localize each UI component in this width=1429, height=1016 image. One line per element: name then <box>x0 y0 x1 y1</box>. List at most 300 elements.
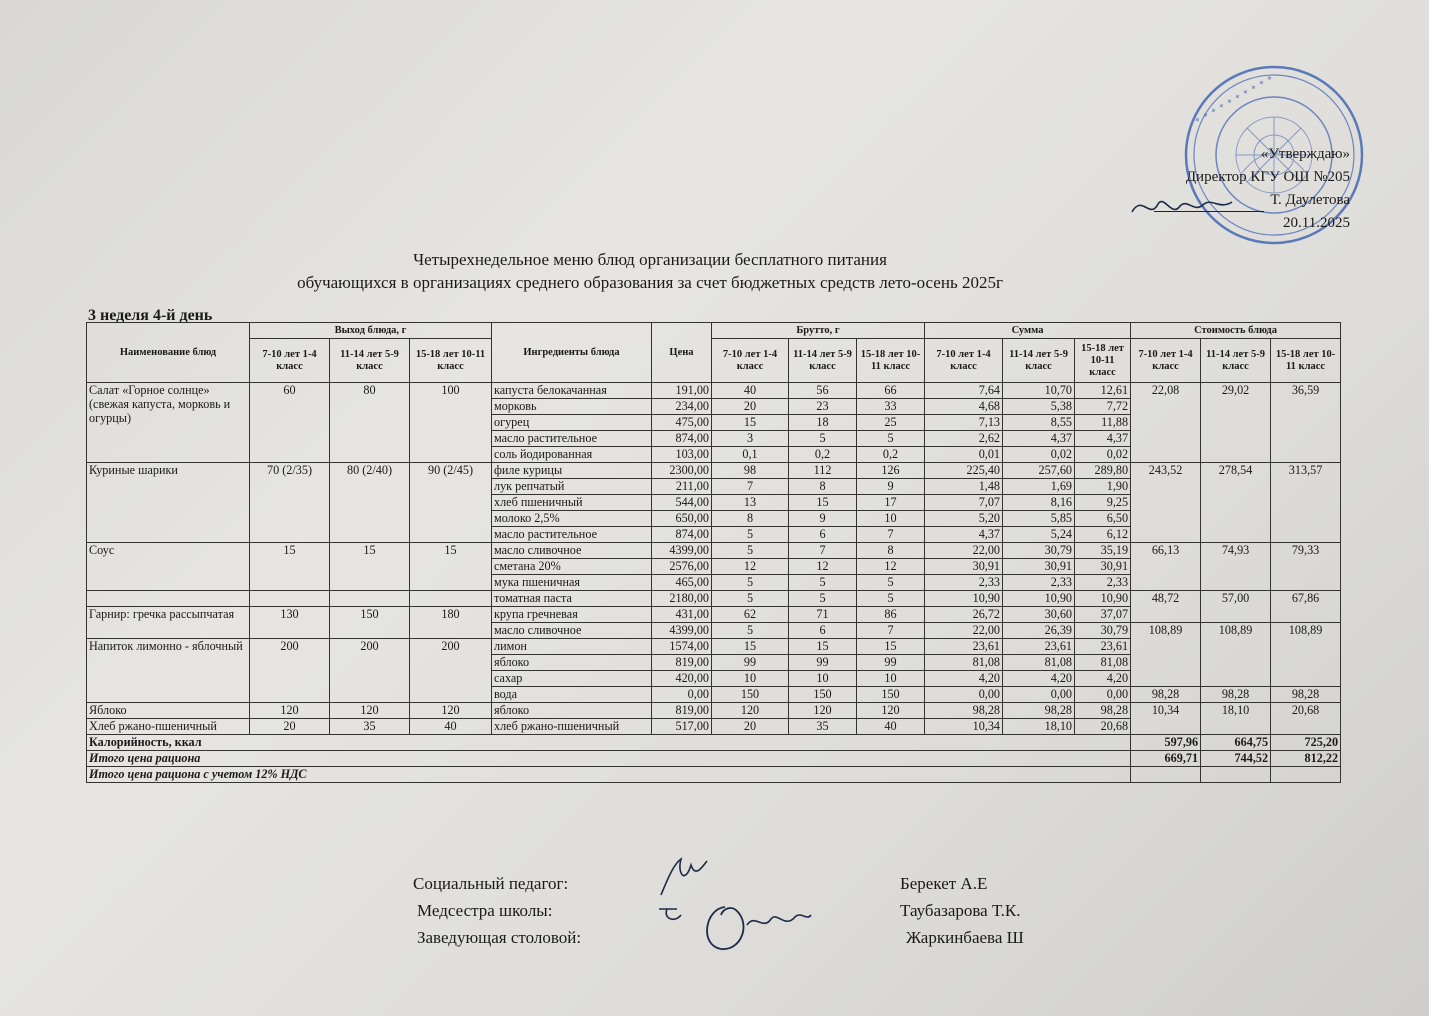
brutto-cell: 5 <box>857 591 925 607</box>
dish-name-cell <box>87 591 250 607</box>
dish-cost-cell <box>1131 719 1201 735</box>
dish-yield-cell: 40 <box>410 719 492 735</box>
brutto-cell: 126 <box>857 463 925 479</box>
sum-cell: 2,62 <box>925 431 1003 447</box>
dish-cost-cell <box>1201 527 1271 543</box>
brutto-cell: 99 <box>712 655 789 671</box>
sum-cell: 12,61 <box>1075 383 1131 399</box>
price-cell: 874,00 <box>652 527 712 543</box>
sum-cell: 0,00 <box>1003 687 1075 703</box>
dish-cost-cell: 66,13 <box>1131 543 1201 559</box>
calories-g1: 597,96 <box>1131 735 1201 751</box>
brutto-cell: 66 <box>857 383 925 399</box>
dish-cost-cell <box>1201 431 1271 447</box>
sum-cell: 23,61 <box>1003 639 1075 655</box>
brutto-cell: 0,2 <box>789 447 857 463</box>
brutto-cell: 40 <box>712 383 789 399</box>
ingredient-cell: молоко 2,5% <box>492 511 652 527</box>
dish-cost-cell: 108,89 <box>1201 623 1271 639</box>
brutto-cell: 7 <box>712 479 789 495</box>
dish-cost-cell: 74,93 <box>1201 543 1271 559</box>
ingredient-cell: масло растительное <box>492 527 652 543</box>
sum-cell: 0,00 <box>1075 687 1131 703</box>
ingredient-cell: хлеб пшеничный <box>492 495 652 511</box>
brutto-cell: 15 <box>857 639 925 655</box>
brutto-cell: 8 <box>712 511 789 527</box>
ingredient-cell: масло сливочное <box>492 543 652 559</box>
dish-cost-cell: 10,34 <box>1131 703 1201 719</box>
dish-cost-cell: 108,89 <box>1131 623 1201 639</box>
header-sum: Сумма <box>925 323 1131 339</box>
table-row <box>87 607 1341 623</box>
brutto-cell: 150 <box>712 687 789 703</box>
brutto-cell: 86 <box>857 607 925 623</box>
brutto-cell: 120 <box>712 703 789 719</box>
price-cell: 4399,00 <box>652 543 712 559</box>
price-cell: 1574,00 <box>652 639 712 655</box>
sum-cell: 1,48 <box>925 479 1003 495</box>
brutto-cell: 10 <box>857 511 925 527</box>
dish-cost-cell: 98,28 <box>1201 687 1271 703</box>
brutto-cell: 15 <box>712 415 789 431</box>
dish-yield-cell <box>330 591 410 607</box>
dish-cost-cell <box>1271 415 1341 431</box>
dish-yield-cell <box>250 591 330 607</box>
header-yield-g3: 15-18 лет 10-11 класс <box>410 339 492 383</box>
header-dish: Наименование блюд <box>87 323 250 383</box>
ingredient-cell: морковь <box>492 399 652 415</box>
sum-cell: 22,00 <box>925 623 1003 639</box>
brutto-cell: 35 <box>789 719 857 735</box>
sum-cell: 10,90 <box>1075 591 1131 607</box>
sum-cell: 257,60 <box>1003 463 1075 479</box>
sum-cell: 81,08 <box>1075 655 1131 671</box>
sum-cell: 2,33 <box>1075 575 1131 591</box>
vat-label: Итого цена рациона с учетом 12% НДС <box>87 767 1131 783</box>
dish-cost-cell <box>1271 479 1341 495</box>
dish-cost-cell <box>1131 607 1201 623</box>
dish-cost-cell <box>1271 655 1341 671</box>
dish-yield-cell: 20 <box>250 719 330 735</box>
brutto-cell: 5 <box>712 623 789 639</box>
header-cost: Стоимость блюда <box>1131 323 1341 339</box>
dish-yield-cell: 200 <box>330 639 410 703</box>
brutto-cell: 9 <box>789 511 857 527</box>
dish-yield-cell: 180 <box>410 607 492 639</box>
sum-cell: 98,28 <box>1075 703 1131 719</box>
sum-cell: 4,37 <box>1003 431 1075 447</box>
sum-cell: 30,60 <box>1003 607 1075 623</box>
dish-cost-cell <box>1271 431 1341 447</box>
signer-role: Медсестра школы: <box>417 901 553 920</box>
approval-line3: Т. Даулетова <box>1270 192 1350 208</box>
brutto-cell: 18 <box>789 415 857 431</box>
sum-cell: 10,90 <box>925 591 1003 607</box>
sum-cell: 18,10 <box>1003 719 1075 735</box>
social-pedagogue-signature <box>655 855 715 900</box>
dish-cost-cell: 36,59 <box>1271 383 1341 399</box>
brutto-cell: 6 <box>789 527 857 543</box>
price-cell: 2180,00 <box>652 591 712 607</box>
brutto-cell: 15 <box>789 495 857 511</box>
dish-name-cell: Соус <box>87 543 250 591</box>
dish-cost-cell <box>1271 511 1341 527</box>
brutto-cell: 12 <box>857 559 925 575</box>
sum-cell: 7,13 <box>925 415 1003 431</box>
price-cell: 431,00 <box>652 607 712 623</box>
sum-cell: 289,80 <box>1075 463 1131 479</box>
sum-cell: 5,20 <box>925 511 1003 527</box>
dish-cost-cell <box>1271 559 1341 575</box>
dish-cost-cell: 22,08 <box>1131 383 1201 399</box>
dish-cost-cell: 57,00 <box>1201 591 1271 607</box>
sum-cell: 4,37 <box>925 527 1003 543</box>
signer-role: Заведующая столовой: <box>417 928 582 947</box>
dish-yield-cell: 200 <box>410 639 492 703</box>
menu-body <box>87 383 1341 735</box>
header-row-2 <box>87 339 1341 383</box>
header-brutto: Брутто, г <box>712 323 925 339</box>
brutto-cell: 120 <box>789 703 857 719</box>
price-cell: 517,00 <box>652 719 712 735</box>
dish-cost-cell <box>1131 495 1201 511</box>
header-brutto-g1: 7-10 лет 1-4 класс <box>712 339 789 383</box>
header-price: Цена <box>652 323 712 383</box>
dish-name-cell: Салат «Горное солнце» (свежая капуста, морковь и огурцы) <box>87 383 250 463</box>
signer-name: Берекет А.Е <box>900 874 988 893</box>
dish-cost-cell <box>1201 399 1271 415</box>
ingredient-cell: масло растительное <box>492 431 652 447</box>
day-label: 3 неделя 4-й день <box>88 307 213 324</box>
table-row <box>87 719 1341 735</box>
dish-cost-cell <box>1131 511 1201 527</box>
header-sum-g3: 15-18 лет 10-11 класс <box>1075 339 1131 383</box>
brutto-cell: 15 <box>789 639 857 655</box>
nurse-canteen-signature <box>655 895 815 960</box>
svg-text:✦ ✦ ✦ ✦ ✦ ✦ ✦ ✦ ✦ ✦: ✦ ✦ ✦ ✦ ✦ ✦ ✦ ✦ ✦ ✦ <box>1192 72 1275 126</box>
ingredient-cell: крупа гречневая <box>492 607 652 623</box>
sum-cell: 20,68 <box>1075 719 1131 735</box>
brutto-cell: 112 <box>789 463 857 479</box>
brutto-cell: 0,1 <box>712 447 789 463</box>
price-cell: 2576,00 <box>652 559 712 575</box>
dish-yield-cell: 120 <box>330 703 410 719</box>
sum-cell: 98,28 <box>925 703 1003 719</box>
dish-cost-cell: 243,52 <box>1131 463 1201 479</box>
price-cell: 819,00 <box>652 703 712 719</box>
brutto-cell: 17 <box>857 495 925 511</box>
price-cell: 874,00 <box>652 431 712 447</box>
brutto-cell: 9 <box>857 479 925 495</box>
signer-name: Таубазарова Т.К. <box>900 901 1021 920</box>
price-cell: 4399,00 <box>652 623 712 639</box>
brutto-cell: 8 <box>789 479 857 495</box>
dish-cost-cell <box>1201 655 1271 671</box>
ingredient-cell: сметана 20% <box>492 559 652 575</box>
brutto-cell: 3 <box>712 431 789 447</box>
ingredient-cell: лимон <box>492 639 652 655</box>
dish-yield-cell: 35 <box>330 719 410 735</box>
dish-cost-cell: 278,54 <box>1201 463 1271 479</box>
dish-cost-cell <box>1271 527 1341 543</box>
dish-yield-cell: 130 <box>250 607 330 639</box>
director-signature <box>1128 190 1238 225</box>
sum-cell: 1,90 <box>1075 479 1131 495</box>
approval-line2: Директор КГУ ОШ №205 <box>1185 169 1350 185</box>
sum-cell: 35,19 <box>1075 543 1131 559</box>
sum-cell: 81,08 <box>1003 655 1075 671</box>
calories-g3: 725,20 <box>1271 735 1341 751</box>
ingredient-cell: филе курицы <box>492 463 652 479</box>
dish-name-cell: Хлеб ржано-пшеничный <box>87 719 250 735</box>
dish-cost-cell <box>1271 639 1341 655</box>
brutto-cell: 12 <box>789 559 857 575</box>
sum-cell: 30,91 <box>1075 559 1131 575</box>
brutto-cell: 71 <box>789 607 857 623</box>
table-row <box>87 463 1341 479</box>
sum-cell: 30,91 <box>1003 559 1075 575</box>
sum-cell: 30,79 <box>1003 543 1075 559</box>
ingredient-cell: томатная паста <box>492 591 652 607</box>
sum-cell: 7,64 <box>925 383 1003 399</box>
sum-cell: 30,91 <box>925 559 1003 575</box>
dish-cost-cell <box>1201 447 1271 463</box>
brutto-cell: 23 <box>789 399 857 415</box>
sum-cell: 30,79 <box>1075 623 1131 639</box>
brutto-cell: 99 <box>857 655 925 671</box>
sum-cell: 26,72 <box>925 607 1003 623</box>
price-cell: 544,00 <box>652 495 712 511</box>
ingredient-cell: яблоко <box>492 703 652 719</box>
brutto-cell: 0,2 <box>857 447 925 463</box>
vat-row <box>87 767 1341 783</box>
table-row <box>87 591 1341 607</box>
dish-yield-cell: 80 <box>330 383 410 463</box>
ingredient-cell: мука пшеничная <box>492 575 652 591</box>
brutto-cell: 120 <box>857 703 925 719</box>
sum-cell: 5,24 <box>1003 527 1075 543</box>
dish-cost-cell <box>1131 399 1201 415</box>
brutto-cell: 10 <box>789 671 857 687</box>
sum-cell: 0,02 <box>1003 447 1075 463</box>
vat-g3 <box>1271 767 1341 783</box>
ingredient-cell: капуста белокачанная <box>492 383 652 399</box>
brutto-cell: 20 <box>712 719 789 735</box>
dish-name-cell: Напиток лимонно - яблочный <box>87 639 250 703</box>
header-sum-g1: 7-10 лет 1-4 класс <box>925 339 1003 383</box>
brutto-cell: 5 <box>789 591 857 607</box>
dish-name-cell: Гарнир: гречка рассыпчатая <box>87 607 250 639</box>
header-cost-g1: 7-10 лет 1-4 класс <box>1131 339 1201 383</box>
brutto-cell: 40 <box>857 719 925 735</box>
sum-cell: 0,01 <box>925 447 1003 463</box>
dish-cost-cell: 98,28 <box>1131 687 1201 703</box>
table-row <box>87 543 1341 559</box>
brutto-cell: 5 <box>789 431 857 447</box>
vat-g2 <box>1201 767 1271 783</box>
price-cell: 103,00 <box>652 447 712 463</box>
sum-cell: 11,88 <box>1075 415 1131 431</box>
signer-name: Жаркинбаева Ш <box>906 928 1024 947</box>
dish-name-cell: Яблоко <box>87 703 250 719</box>
price-cell: 211,00 <box>652 479 712 495</box>
dish-cost-cell: 108,89 <box>1271 623 1341 639</box>
dish-cost-cell <box>1131 479 1201 495</box>
dish-yield-cell: 80 (2/40) <box>330 463 410 543</box>
header-ingredients: Ингредиенты блюда <box>492 323 652 383</box>
dish-cost-cell <box>1201 495 1271 511</box>
header-yield: Выход блюда, г <box>250 323 492 339</box>
sum-cell: 0,02 <box>1075 447 1131 463</box>
brutto-cell: 25 <box>857 415 925 431</box>
ingredient-cell: лук репчатый <box>492 479 652 495</box>
ingredient-cell: вода <box>492 687 652 703</box>
dish-cost-cell <box>1201 639 1271 655</box>
sum-cell: 10,70 <box>1003 383 1075 399</box>
brutto-cell: 5 <box>712 591 789 607</box>
dish-cost-cell: 48,72 <box>1131 591 1201 607</box>
sum-cell: 0,00 <box>925 687 1003 703</box>
brutto-cell: 5 <box>857 575 925 591</box>
header-yield-g1: 7-10 лет 1-4 класс <box>250 339 330 383</box>
dish-cost-cell: 313,57 <box>1271 463 1341 479</box>
dish-cost-cell: 67,86 <box>1271 591 1341 607</box>
dish-yield-cell: 70 (2/35) <box>250 463 330 543</box>
title-line2: обучающихся в организациях среднего образования за счет бюджетных средств лето-осень 2025г <box>297 273 1003 292</box>
dish-yield-cell: 200 <box>250 639 330 703</box>
ingredient-cell: хлеб ржано-пшеничный <box>492 719 652 735</box>
sum-cell: 7,72 <box>1075 399 1131 415</box>
dish-cost-cell: 29,02 <box>1201 383 1271 399</box>
dish-cost-cell <box>1271 399 1341 415</box>
dish-yield-cell: 15 <box>410 543 492 591</box>
dish-cost-cell <box>1131 431 1201 447</box>
total-g3: 812,22 <box>1271 751 1341 767</box>
total-label: Итого цена рациона <box>87 751 1131 767</box>
dish-yield-cell: 120 <box>410 703 492 719</box>
sum-cell: 2,33 <box>925 575 1003 591</box>
brutto-cell: 7 <box>857 623 925 639</box>
brutto-cell: 5 <box>712 543 789 559</box>
price-cell: 0,00 <box>652 687 712 703</box>
dish-yield-cell: 60 <box>250 383 330 463</box>
dish-yield-cell: 15 <box>330 543 410 591</box>
price-cell: 234,00 <box>652 399 712 415</box>
sum-cell: 1,69 <box>1003 479 1075 495</box>
vat-g1 <box>1131 767 1201 783</box>
dish-cost-cell <box>1131 527 1201 543</box>
brutto-cell: 5 <box>857 431 925 447</box>
ingredient-cell: огурец <box>492 415 652 431</box>
dish-name-cell: Куриные шарики <box>87 463 250 543</box>
dish-yield-cell: 150 <box>330 607 410 639</box>
brutto-cell: 56 <box>789 383 857 399</box>
price-cell: 465,00 <box>652 575 712 591</box>
dish-cost-cell <box>1131 447 1201 463</box>
ingredient-cell: яблоко <box>492 655 652 671</box>
brutto-cell: 13 <box>712 495 789 511</box>
total-row <box>87 751 1341 767</box>
brutto-cell: 6 <box>789 623 857 639</box>
dish-cost-cell <box>1271 447 1341 463</box>
header-yield-g2: 11-14 лет 5-9 класс <box>330 339 410 383</box>
brutto-cell: 5 <box>712 575 789 591</box>
dish-cost-cell <box>1201 671 1271 687</box>
sum-cell: 4,20 <box>1075 671 1131 687</box>
price-cell: 420,00 <box>652 671 712 687</box>
sum-cell: 7,07 <box>925 495 1003 511</box>
dish-cost-cell <box>1271 671 1341 687</box>
table-row <box>87 383 1341 399</box>
dish-cost-cell <box>1201 575 1271 591</box>
calories-label: Калорийность, ккал <box>87 735 1131 751</box>
sum-cell: 2,33 <box>1003 575 1075 591</box>
brutto-cell: 15 <box>712 639 789 655</box>
dish-yield-cell: 120 <box>250 703 330 719</box>
brutto-cell: 62 <box>712 607 789 623</box>
brutto-cell: 7 <box>789 543 857 559</box>
header-row-1 <box>87 323 1341 339</box>
header-cost-g3: 15-18 лет 10-11 класс <box>1271 339 1341 383</box>
dish-cost-cell <box>1131 655 1201 671</box>
sum-cell: 9,25 <box>1075 495 1131 511</box>
brutto-cell: 33 <box>857 399 925 415</box>
dish-yield-cell: 90 (2/45) <box>410 463 492 543</box>
menu-table <box>86 322 1341 783</box>
sum-cell: 4,68 <box>925 399 1003 415</box>
dish-cost-cell <box>1131 575 1201 591</box>
price-cell: 819,00 <box>652 655 712 671</box>
price-cell: 191,00 <box>652 383 712 399</box>
brutto-cell: 5 <box>712 527 789 543</box>
total-g1: 669,71 <box>1131 751 1201 767</box>
sum-cell: 4,37 <box>1075 431 1131 447</box>
dish-cost-cell <box>1201 607 1271 623</box>
sum-cell: 23,61 <box>1075 639 1131 655</box>
dish-cost-cell <box>1271 607 1341 623</box>
dish-cost-cell <box>1201 415 1271 431</box>
dish-cost-cell: 98,28 <box>1271 687 1341 703</box>
brutto-cell: 20 <box>712 399 789 415</box>
brutto-cell: 10 <box>857 671 925 687</box>
approval-line4: 20.11.2025 <box>1283 215 1350 231</box>
dish-cost-cell: 18,10 <box>1201 703 1271 719</box>
dish-cost-cell <box>1131 671 1201 687</box>
title-line1: Четырехнедельное меню блюд организации бесплатного питания <box>413 250 887 269</box>
sum-cell: 4,20 <box>1003 671 1075 687</box>
dish-yield-cell <box>410 591 492 607</box>
dish-cost-cell <box>1271 495 1341 511</box>
table-row <box>87 639 1341 655</box>
brutto-cell: 8 <box>857 543 925 559</box>
sum-cell: 10,34 <box>925 719 1003 735</box>
brutto-cell: 99 <box>789 655 857 671</box>
dish-cost-cell: 20,68 <box>1271 703 1341 719</box>
dish-cost-cell <box>1131 415 1201 431</box>
sum-cell: 23,61 <box>925 639 1003 655</box>
brutto-cell: 150 <box>789 687 857 703</box>
brutto-cell: 98 <box>712 463 789 479</box>
sum-cell: 6,50 <box>1075 511 1131 527</box>
sum-cell: 81,08 <box>925 655 1003 671</box>
table-row <box>87 703 1341 719</box>
calories-row <box>87 735 1341 751</box>
brutto-cell: 7 <box>857 527 925 543</box>
dish-cost-cell <box>1201 511 1271 527</box>
ingredient-cell: сахар <box>492 671 652 687</box>
ingredient-cell: соль йодированная <box>492 447 652 463</box>
dish-cost-cell <box>1201 719 1271 735</box>
